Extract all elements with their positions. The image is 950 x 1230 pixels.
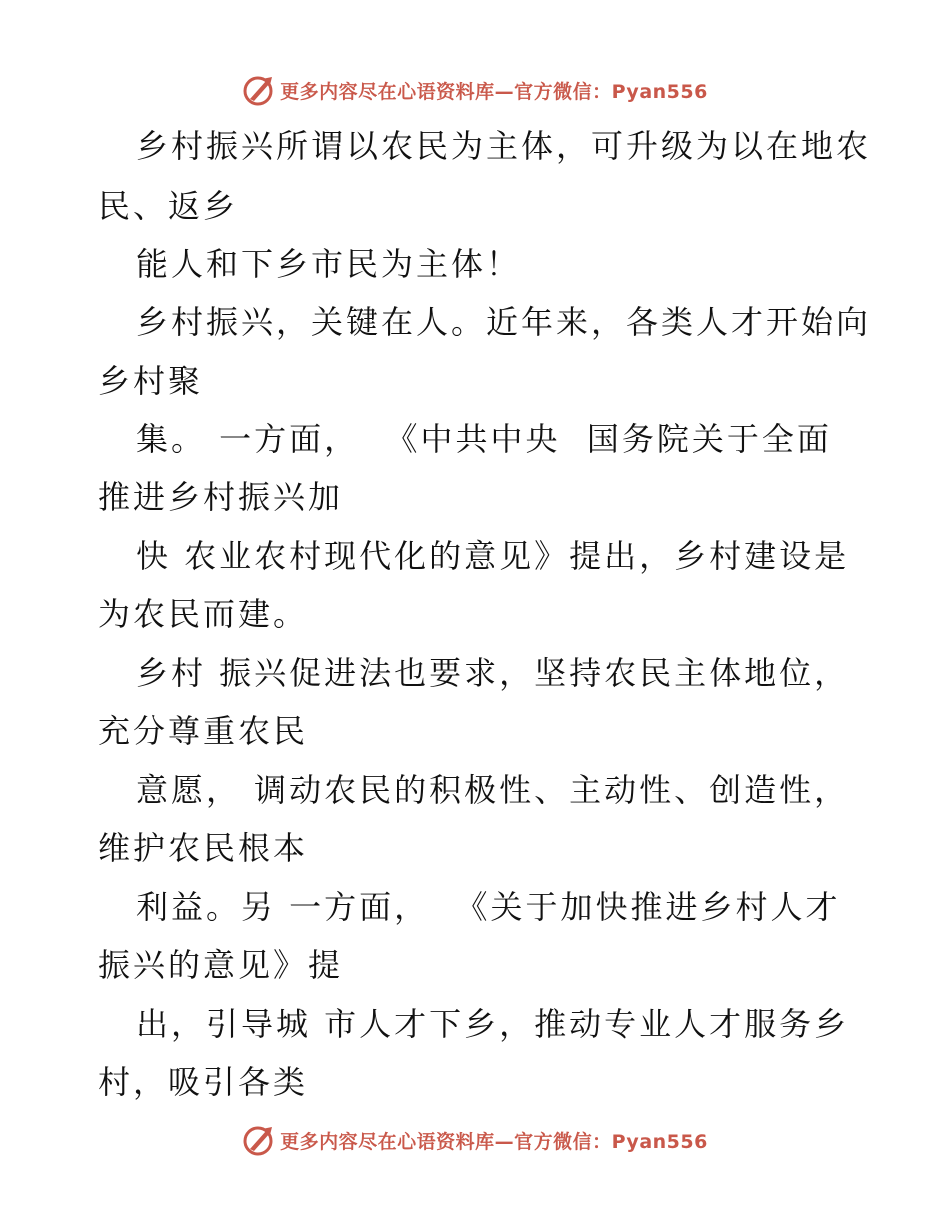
footer-banner	[0, 1120, 950, 1160]
body-line-13: 维护农民根本	[98, 829, 309, 867]
header-text: 更多内容尽在心语资料库—官方微信：Pyan556	[280, 80, 708, 103]
body-line-9: 为农民而建。	[98, 595, 309, 633]
body-line-17: 村，吸引各类	[98, 1063, 309, 1101]
body-line-7: 推进乡村振兴加	[98, 478, 344, 516]
body-line-1: 乡村振兴所谓以农民为主体，可升级为以在地农	[136, 127, 872, 165]
body-line-15: 振兴的意见》提	[98, 946, 344, 984]
body-line-6: 集。 一方面， 《中共中央 国务院关于全面	[136, 420, 832, 458]
body-line-11: 充分尊重农民	[98, 712, 309, 750]
body-line-2: 民、返乡	[98, 187, 239, 225]
body-line-14: 利益。另 一方面， 《关于加快推进乡村人才	[136, 888, 841, 926]
body-line-12: 意愿， 调动农民的积极性、主动性、创造性，	[136, 771, 850, 809]
body-line-10: 乡村 振兴促进法也要求，坚持农民主体地位，	[136, 654, 850, 692]
quill-logo-icon	[242, 73, 276, 107]
body-line-4: 乡村振兴，关键在人。近年来，各类人才开始向	[136, 303, 872, 341]
body-line-3: 能人和下乡市民为主体！	[136, 245, 522, 283]
header-banner	[0, 70, 950, 110]
footer-text: 更多内容尽在心语资料库—官方微信：Pyan556	[280, 1130, 708, 1153]
body-line-5: 乡村聚	[98, 362, 204, 400]
body-line-8: 快 农业农村现代化的意见》提出，乡村建设是	[136, 537, 850, 575]
body-line-16: 出，引导城 市人才下乡，推动专业人才服务乡	[136, 1005, 850, 1043]
quill-logo-icon	[242, 1123, 276, 1157]
